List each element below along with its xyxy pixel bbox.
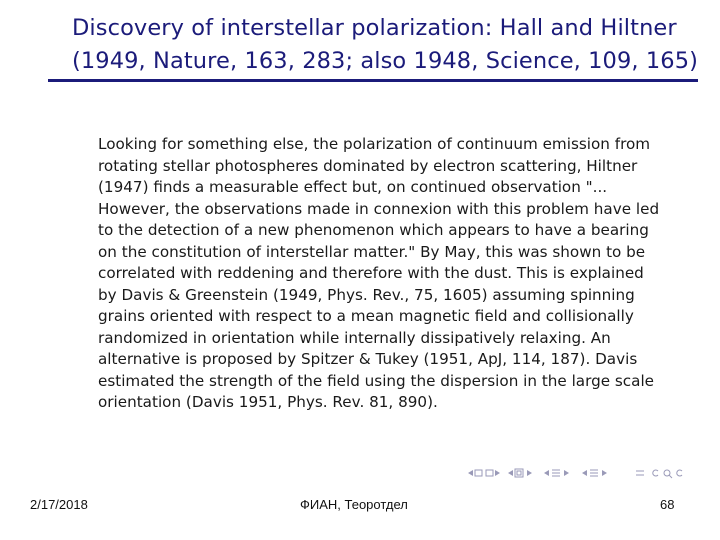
body-line: alternative is proposed by Spitzer & Tukey (1951, ApJ, 114, 187). Davis xyxy=(98,350,638,368)
nav-align-icon[interactable] xyxy=(636,471,644,475)
beamer-navigation-bar xyxy=(466,466,696,480)
body-line: grains oriented with respect to a mean magnetic field and collisionally xyxy=(98,307,634,325)
footer-date: 2/17/2018 xyxy=(30,497,88,512)
body-line: correlated with reddening and therefore with the dust. This is explained xyxy=(98,264,644,282)
body-line: on the constitution of interstellar matter." By May, this was shown to be xyxy=(98,242,646,261)
slide xyxy=(48,10,698,482)
nav-section-left-icon[interactable] xyxy=(544,470,560,476)
body-line: However, the observations made in connexion with this problem have led xyxy=(98,199,660,218)
slide-title-bar xyxy=(48,10,698,82)
slide-title-line-2: (1949, Nature, 163, 283; also 1948, Science, 109, 165) xyxy=(72,48,699,74)
body-line: to the detection of a new phenomenon which appears to have a bearing xyxy=(98,221,649,239)
nav-frame-left-icon[interactable] xyxy=(468,470,482,476)
body-line: (1947) finds a measurable effect but, on continued observation "... xyxy=(98,178,608,196)
slide-title-line-1: Discovery of interstellar polarization: Hall and Hiltner xyxy=(72,15,677,41)
footer-institution: ФИАН, Теоротдел xyxy=(300,497,408,512)
body-line: estimated the strength of the field using the dispersion in the large scale xyxy=(98,371,655,390)
body-line: Looking for something else, the polarization of continuum emission from xyxy=(98,135,651,153)
nav-frame-right-icon[interactable] xyxy=(486,470,500,476)
body-line: rotating stellar photospheres dominated by electron scattering, Hiltner xyxy=(98,156,638,175)
nav-section-right-icon[interactable] xyxy=(564,470,607,476)
slide-body xyxy=(98,134,658,414)
nav-subsection-left-icon[interactable] xyxy=(508,469,523,477)
nav-subsection-right-icon[interactable] xyxy=(527,470,532,476)
body-line: orientation (Davis 1951, Phys. Rev. 81, 890). xyxy=(98,393,438,411)
nav-search-icon[interactable] xyxy=(653,470,682,478)
body-line: by Davis & Greenstein (1949, Phys. Rev., 75, 1605) assuming spinning xyxy=(98,285,635,304)
navigation-icons xyxy=(466,466,696,480)
body-line: randomized in orientation while internally dissipatively relaxing. An xyxy=(98,328,611,347)
footer-page-number: 68 xyxy=(660,497,675,512)
